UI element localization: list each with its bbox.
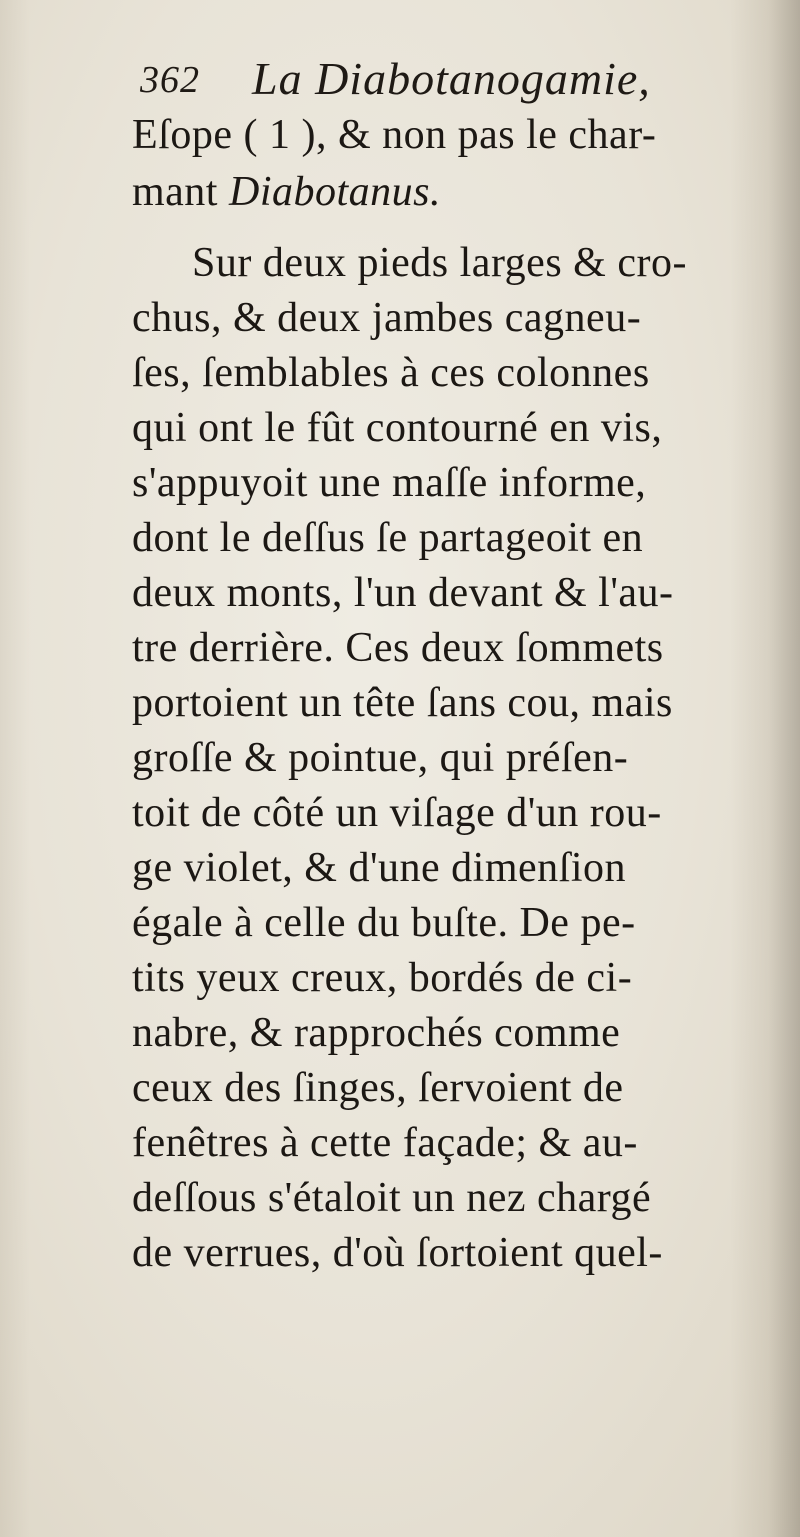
italic-name: Diabotanus. — [228, 169, 441, 215]
text-line: Sur deux pieds larges & cro- — [192, 240, 687, 286]
text-line: qui ont le fût contourné en vis, — [132, 405, 663, 451]
page-header — [140, 52, 700, 112]
text-segment: mant — [132, 169, 229, 215]
text-line: fenêtres à cette façade; & au- — [132, 1120, 638, 1166]
page-number: 362 — [140, 59, 200, 101]
page-edge-shadow — [0, 0, 30, 1537]
text-line: tits yeux creux, bordés de ci- — [132, 955, 633, 1001]
text-line: ſes, ſemblables à ces colonnes — [132, 350, 650, 396]
text-line: ceux des ſinges, ſervoient de — [132, 1065, 624, 1111]
text-line: deſſous s'étaloit un nez chargé — [132, 1175, 652, 1221]
gutter-shadow — [730, 0, 800, 1537]
text-line: groſſe & pointue, qui préſen- — [132, 735, 629, 781]
text-line: s'appuyoit une maſſe informe, — [132, 460, 647, 506]
text-line — [132, 165, 441, 220]
text-line: nabre, & rapprochés comme — [132, 1010, 621, 1056]
text-line: tre derrière. Ces deux ſommets — [132, 625, 664, 671]
text-line: dont le deſſus ſe partageoit en — [132, 515, 644, 561]
text-line: portoient un tête ſans cou, mais — [132, 680, 673, 726]
text-line: toit de côté un viſage d'un rou- — [132, 790, 662, 836]
running-title: La Diabotanogamie, — [252, 53, 651, 104]
text-line: de verrues, d'où ſortoient quel- — [132, 1230, 663, 1276]
text-line: égale à celle du buſte. De pe- — [132, 900, 636, 946]
text-line: chus, & deux jambes cagneu- — [132, 295, 642, 341]
text-line: deux monts, l'un devant & l'au- — [132, 570, 674, 616]
text-line: Eſope ( 1 ), & non pas le char- — [132, 112, 657, 158]
text-line: ge violet, & d'une dimenſion — [132, 845, 626, 891]
